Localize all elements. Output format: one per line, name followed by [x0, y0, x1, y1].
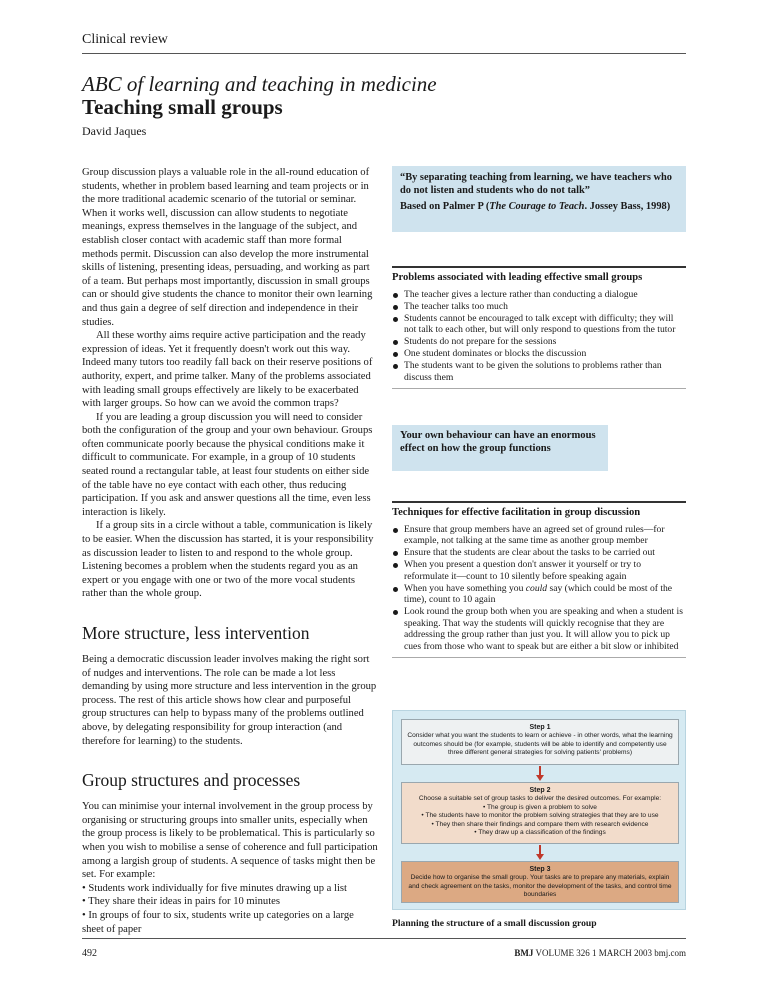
article-title: Teaching small groups	[82, 95, 283, 119]
step-item: • The students have to monitor the problem solving strategies that they are to use	[421, 812, 659, 820]
list-item: One student dominates or blocks the discussion	[392, 348, 686, 360]
body-paragraph: All these worthy aims require active participation and the ready expression of ideas. Yet it frequently doesn't work out this way. Indeed many tutors too readily fall back on their reserve positions of authority, expert, and prime talker. Many of the problems associated with leading small groups effectively are likely to be exacerbated with larger groups. So how can we avoid the common traps?	[82, 330, 373, 410]
list-item: • Students work individually for five minutes drawing up a list	[82, 882, 347, 894]
list-item: Ensure that the students are clear about the tasks to be carried out	[392, 547, 686, 559]
step-label: Step 2	[529, 787, 551, 794]
list-item: The teacher gives a lecture rather than conducting a dialogue	[392, 289, 686, 301]
step-text: Choose a suitable set of group tasks to deliver the desired outcomes. For example:	[418, 795, 662, 803]
techniques-box	[392, 501, 686, 658]
box-title: Problems associated with leading effective small groups	[392, 272, 643, 283]
callout-box: Your own behaviour can have an enormous effect on how the group functions	[392, 425, 608, 471]
list-item: The students want to be given the solutions to problems rather than discuss them	[392, 360, 686, 383]
section-heading: More structure, less intervention	[82, 623, 310, 643]
list-item: Students do not prepare for the sessions	[392, 336, 686, 348]
section-heading: Group structures and processes	[82, 770, 301, 791]
step-item: • The group is given a problem to solve	[483, 803, 597, 811]
section-label: Clinical review	[82, 32, 168, 47]
flow-diagram	[392, 710, 686, 910]
body-paragraph: Being a democratic discussion leader involves making the right sort of nudges and interventions. The role can be made a lot less demanding by using more structure and less intervention in the group process. The rest of this article shows how clear and purposeful group structures can help to bypass many of the problems outlined above, by delegating responsibility for group interaction (and therefore for learning) to the students.	[82, 654, 377, 747]
list-item: • They share their ideas in pairs for 10 minutes	[82, 896, 280, 908]
step-item: • They then share their findings and compare them with research evidence	[431, 820, 649, 828]
list-item: Ensure that group members have an agreed set of ground rules—for example, not talking at the same time as another group member	[392, 524, 686, 547]
figure-caption: Planning the structure of a small discussion group	[392, 918, 597, 929]
list-item: • In groups of four to six, students write up categories on a large sheet of paper	[82, 909, 354, 935]
journal-info: BMJ VOLUME 326 1 MARCH 2003 bmj.com	[514, 948, 686, 958]
main-text-column	[82, 166, 378, 936]
flow-step-1	[401, 719, 679, 765]
footer-divider	[82, 938, 686, 939]
series-title: ABC of learning and teaching in medicine	[82, 72, 437, 96]
flow-arrow-head	[536, 854, 544, 860]
list-item: When you have something you could say (which could be most of the time), count to 10 again	[392, 583, 686, 606]
flow-step-2	[401, 782, 679, 844]
body-paragraph: You can minimise your internal involvement in the group process by organising or structuring groups into smaller units, especially when the group process is likely to be problematical. This is particularly so when you wish to mobilise a sense of coherence and full participation among a largish group of students. A sequence of tasks might then be set. For example:	[82, 801, 378, 881]
body-paragraph: Group discussion plays a valuable role in the all-round education of students, whether in problem based learning and team projects or in the more traditional academic scenario of the tutorial or seminar. When it works well, discussion can allow students to negotiate meanings, express themselves in the language of the subject, and establish closer contact with academic staff than more formal methods permit. Discussion can also develop the more instrumental skills of listening, presenting ideas, persuading, and working as part of a team. But perhaps most importantly, discussion in small groups can or should give students the chance to monitor their own learning and thus gain a degree of self direction and independence in their studies.	[82, 167, 373, 328]
quote-source: Based on Palmer P (The Courage to Teach. Jossey Bass, 1998)	[400, 201, 671, 212]
list-item: Students cannot be encouraged to talk except with difficulty; they will not talk to each other, but will only respond to questions from the tutor	[392, 313, 686, 336]
list-item: When you present a question don't answer it yourself or try to reformulate it—count to 10 silently before speaking again	[392, 559, 686, 582]
header-divider	[82, 53, 686, 54]
step-text: Decide how to organise the small group. Your tasks are to prepare any materials, explain and check agreement on the tasks, monitor the development of the tasks, and control time boundaries	[408, 874, 672, 899]
body-paragraph: If a group sits in a circle without a table, communication is likely to be easier. When the discussion has started, it is your responsibility as discussion leader to listen to and respond to the whole group. Listening becomes a problem when the students regard you as an expert or you engage with one or two of the more vocal students rather than the whole group.	[82, 520, 374, 600]
list-item: Look round the group both when you are speaking and when a student is speaking. That way the students will quickly recognise that they are addressing the group rather than just you. It will allow you to pick up cues from those who want to speak but are either a bit slow or inhibited	[392, 606, 686, 652]
list-item: The teacher talks too much	[392, 301, 686, 313]
problems-box	[392, 266, 686, 389]
step-text: Consider what you want the students to learn or achieve - in other words, what the learning outcomes should be (for example, students will be able to identify and competently use three different general strategies for solving patients' problems)	[407, 732, 673, 757]
step-item: • They draw up a classification of the findings	[474, 829, 606, 837]
flow-step-3	[401, 861, 679, 903]
box-title: Techniques for effective facilitation in group discussion	[392, 507, 641, 518]
quote-text: “By separating teaching from learning, we have teachers who do not listen and students who do not talk”	[400, 172, 672, 196]
author-name: David Jaques	[82, 124, 147, 138]
page-number: 492	[82, 948, 97, 959]
step-label: Step 1	[529, 724, 551, 731]
pull-quote	[392, 166, 686, 232]
body-paragraph: If you are leading a group discussion you will need to consider both the configuration of the group and your own behaviour. Groups often communicate poorly because the physical conditions make it difficult to communicate. For example, in a group of 10 students seated round a rectangular table, at least four students on either side of the table have no eye contact with each other, thus reducing participation. If you ask and answer questions all the time, even less interaction is likely.	[82, 411, 373, 518]
flow-arrow-head	[536, 775, 544, 781]
step-label: Step 3	[529, 866, 551, 873]
